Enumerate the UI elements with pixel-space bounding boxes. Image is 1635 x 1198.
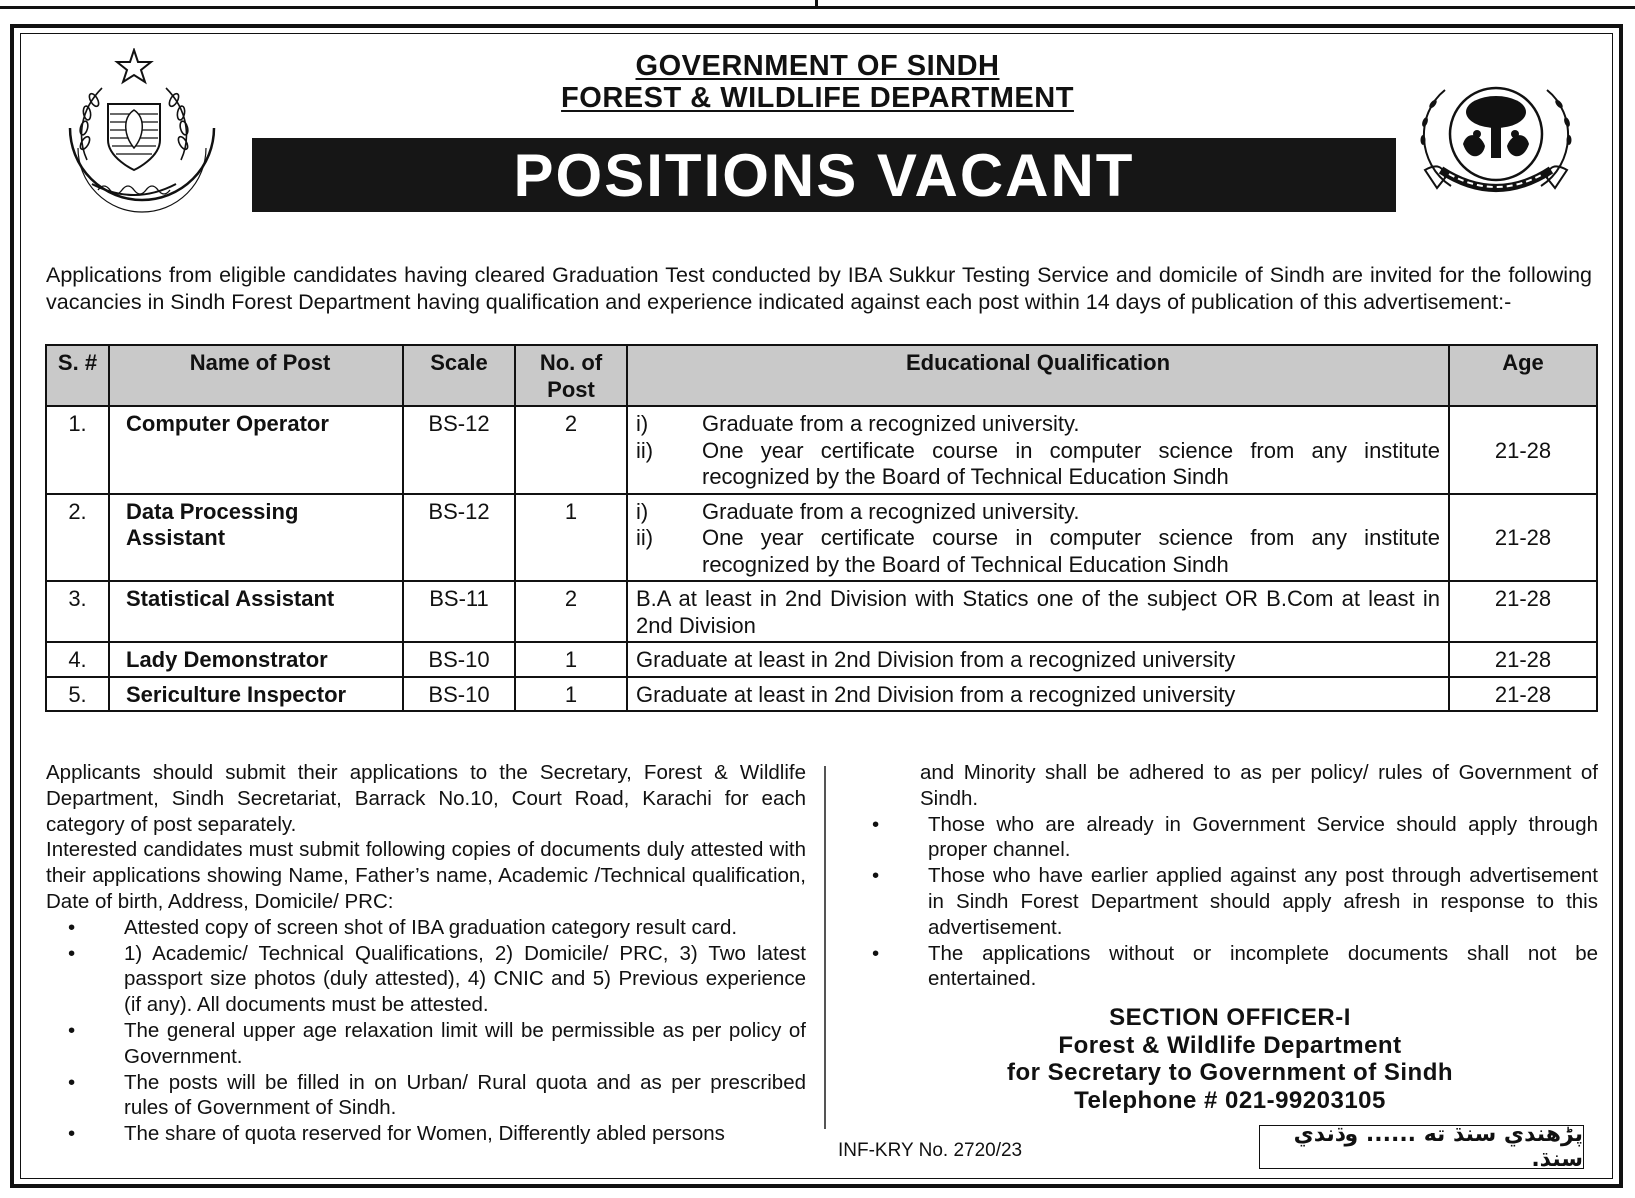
- row-post-name: Sericulture Inspector: [109, 677, 403, 712]
- qualification-text: Graduate from a recognized university.: [702, 411, 1080, 436]
- row-scale: BS-11: [403, 581, 515, 642]
- row-qualification: [627, 406, 1449, 494]
- bullet-icon: •: [68, 1122, 76, 1146]
- submission-address-paragraph: Applicants should submit their applications to the Secretary, Forest & Wildlife Department, Sindh Secretariat, Barrack No.10, Court Road, Karachi for each category of post separately.: [46, 761, 806, 836]
- row-no-of-post: 2: [515, 406, 627, 494]
- qualification-number: i): [636, 411, 649, 436]
- table-row: [46, 642, 1597, 677]
- row-age: 21-28: [1449, 406, 1597, 494]
- row-qualification: B.A at least in 2nd Division with Statics one of the subject OR B.Com at least in 2nd Division: [627, 581, 1449, 642]
- qualification-text: One year certificate course in computer science from any institute recognized by the Board of Technical Education Sindh: [702, 525, 1440, 577]
- header-sn: S. #: [46, 345, 109, 406]
- row-no-of-post: 1: [515, 494, 627, 582]
- row-age: 21-28: [1449, 677, 1597, 712]
- row-qualification: Graduate at least in 2nd Division from a recognized university: [627, 642, 1449, 677]
- bullet-icon: •: [68, 915, 76, 939]
- row-no-of-post: 1: [515, 677, 627, 712]
- bullet-icon: •: [68, 1018, 76, 1042]
- documents-paragraph: Interested candidates must submit following copies of documents duly attested with their applications showing Name, Father’s name, Academic /Technical qualification, Date of birth, Address, Domicile/ PRC:: [46, 838, 806, 913]
- bullet-icon: •: [872, 941, 880, 965]
- bullet-icon: •: [872, 812, 880, 836]
- row-sn: 3.: [46, 581, 109, 642]
- top-rule-notch: [815, 0, 818, 9]
- qualification-number: ii): [636, 525, 654, 550]
- list-item: • The general upper age relaxation limit will be permissible as per policy of Government.: [68, 1018, 806, 1068]
- signatory-telephone: Telephone # 021-99203105: [1074, 1086, 1386, 1114]
- row-sn: 2.: [46, 494, 109, 582]
- signature-block: [880, 1004, 1580, 1114]
- row-sn: 1.: [46, 406, 109, 494]
- row-scale: BS-12: [403, 494, 515, 582]
- conditions-bullet-list: [850, 812, 1598, 993]
- list-item: • 1) Academic/ Technical Qualifications, 2) Domicile/ PRC, 3) Two latest passport size photos (duly attested), 4) CNIC and 5) Previous experience (if any). All documents must be attested.: [68, 941, 806, 1017]
- table-row: [46, 677, 1597, 712]
- row-scale: BS-12: [403, 406, 515, 494]
- row-sn: 5.: [46, 677, 109, 712]
- sindh-forest-department-emblem-icon: [1405, 74, 1587, 204]
- list-item: • The applications without or incomplete documents shall not be entertained.: [872, 941, 1598, 991]
- row-post-name: Computer Operator: [109, 406, 403, 494]
- signatory-title: SECTION OFFICER-I: [1109, 1004, 1351, 1031]
- row-post-name: Data Processing Assistant: [109, 494, 403, 582]
- row-sn: 4.: [46, 642, 109, 677]
- list-item: • The share of quota reserved for Women, Differently abled persons: [68, 1122, 725, 1146]
- ad-reference-number: INF-KRY No. 2720/23: [838, 1140, 1023, 1161]
- header-government: GOVERNMENT OF SINDH: [635, 50, 1000, 82]
- signatory-behalf: for Secretary to Government of Sindh: [1006, 1059, 1454, 1086]
- intro-paragraph: Applications from eligible candidates having cleared Graduation Test conducted by IBA Sukkur Testing Service and domicile of Sindh are invited for the following vacancies in Sindh Forest Department having qualification and experience indicated against each post within 14 days of publication of this advertisement:-: [46, 262, 1592, 314]
- signatory-department: Forest & Wildlife Department: [1058, 1031, 1402, 1059]
- sindhi-slogan-box: پڑهندي سنڌ ته ...... وڌندي سنڌ.: [1259, 1125, 1584, 1169]
- vacancies-table: [45, 344, 1598, 712]
- row-post-name: Statistical Assistant: [109, 581, 403, 642]
- bullet-icon: •: [68, 941, 76, 965]
- list-item: • The posts will be filled in on Urban/ Rural quota and as per prescribed rules of Government of Sindh.: [68, 1070, 806, 1120]
- bullet-icon: •: [872, 864, 880, 888]
- row-qualification: Graduate at least in 2nd Division from a recognized university: [627, 677, 1449, 712]
- row-scale: BS-10: [403, 677, 515, 712]
- qualification-text: Graduate from a recognized university.: [702, 498, 1080, 524]
- qualification-number: ii): [636, 437, 654, 463]
- table-header-row: [46, 345, 1597, 406]
- row-post-name: Lady Demonstrator: [109, 642, 403, 677]
- documents-bullet-list: [46, 915, 806, 1147]
- table-row: [46, 581, 1597, 642]
- qualification-text: One year certificate course in computer science from any institute recognized by the Board of Technical Education Sindh: [702, 437, 1440, 489]
- row-age: 21-28: [1449, 494, 1597, 582]
- list-item: • Attested copy of screen shot of IBA graduation category result card.: [68, 915, 738, 939]
- list-item: • Those who have earlier applied against any post through advertisement in Sindh Forest Department should apply afresh in response to this advertisement.: [872, 864, 1598, 939]
- positions-vacant-banner: POSITIONS VACANT: [252, 138, 1396, 212]
- header-department: FOREST & WILDLIFE DEPARTMENT: [561, 82, 1074, 114]
- quota-continuation-text: and Minority shall be adhered to as per policy/ rules of Government of Sindh.: [920, 761, 1598, 810]
- header-age: Age: [1449, 345, 1597, 406]
- header-scale: Scale: [403, 345, 515, 406]
- qualification-number: i): [636, 498, 649, 524]
- header-name-of-post: Name of Post: [109, 345, 403, 406]
- instructions-right-column: [850, 760, 1598, 992]
- row-age: 21-28: [1449, 581, 1597, 642]
- row-no-of-post: 2: [515, 581, 627, 642]
- row-qualification: [627, 494, 1449, 582]
- header-no-of-post: No. of Post: [515, 345, 627, 406]
- list-item: • Those who are already in Government Service should apply through proper channel.: [872, 812, 1598, 862]
- row-no-of-post: 1: [515, 642, 627, 677]
- column-divider: [824, 766, 826, 1129]
- row-scale: BS-10: [403, 642, 515, 677]
- table-row: [46, 494, 1597, 582]
- row-age: 21-28: [1449, 642, 1597, 677]
- instructions-left-column: [46, 760, 806, 1147]
- bullet-icon: •: [68, 1070, 76, 1094]
- table-row: [46, 406, 1597, 494]
- header-educational-qualification: Educational Qualification: [627, 345, 1449, 406]
